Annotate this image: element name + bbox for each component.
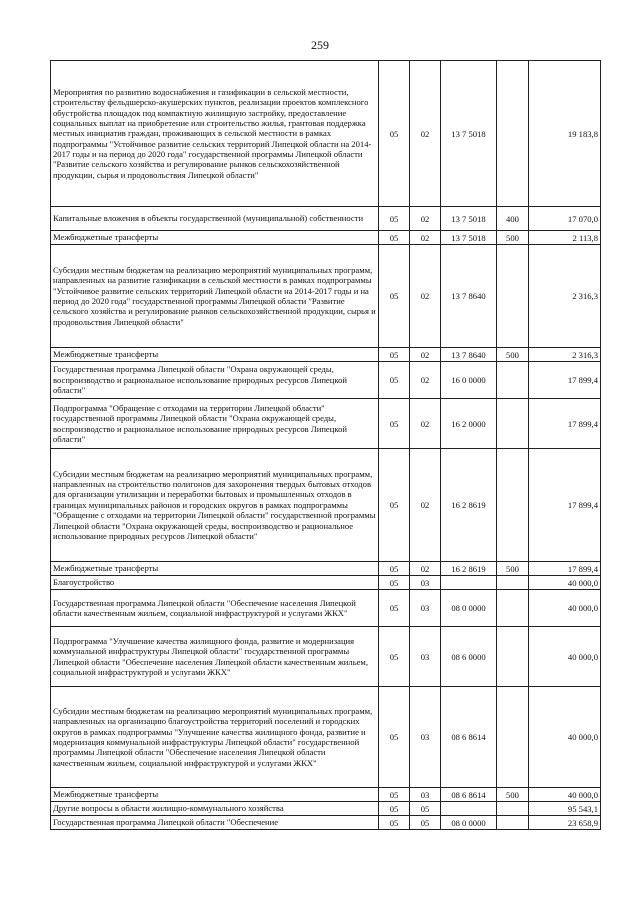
row-section: 05 <box>379 207 410 231</box>
row-expense-type <box>497 802 529 816</box>
row-expense-type <box>497 590 529 627</box>
row-target-code: 16 0 0000 <box>441 362 497 399</box>
row-amount: 2 113,8 <box>529 231 601 245</box>
table-row <box>51 687 601 788</box>
row-section: 05 <box>379 590 410 627</box>
row-target-code: 13 7 5018 <box>441 61 497 207</box>
row-expense-type: 400 <box>497 207 529 231</box>
table-row <box>51 576 601 590</box>
row-subsection: 02 <box>410 562 441 576</box>
row-name: Подпрограмма "Улучшение качества жилищного фонда, развитие и модернизация коммунальной инфраструктуры Липецкой области" государственной программы Липецкой области "Обеспечение населения Липецкой области качественным жильем, социальной инфраструктурой и услугами ЖКХ" <box>51 627 379 687</box>
table-row <box>51 590 601 627</box>
table-row <box>51 627 601 687</box>
table-row <box>51 802 601 816</box>
row-subsection: 03 <box>410 590 441 627</box>
row-subsection: 03 <box>410 687 441 788</box>
row-section: 05 <box>379 802 410 816</box>
row-section: 05 <box>379 449 410 562</box>
row-name: Благоустройство <box>51 576 379 590</box>
row-section: 05 <box>379 362 410 399</box>
table-row <box>51 61 601 207</box>
row-section: 05 <box>379 788 410 802</box>
row-section: 05 <box>379 816 410 830</box>
row-expense-type: 500 <box>497 348 529 362</box>
row-amount: 40 000,0 <box>529 687 601 788</box>
row-amount: 19 183,8 <box>529 61 601 207</box>
row-name: Субсидии местным бюджетам на реализацию мероприятий муниципальных программ, направленных на организацию благоустройства территорий поселений и городских округов в рамках подпрограммы "Улучшение качества жилищного фонда, развитие и модернизация коммунальной инфраструктуры Липецкой области" государственной программы Липецкой области "Обеспечение населения Липецкой области качественным жильем, социальной инфраструктурой и услугами ЖКХ" <box>51 687 379 788</box>
row-amount: 17 899,4 <box>529 362 601 399</box>
page-number: 259 <box>311 38 329 52</box>
row-name: Мероприятия по развитию водоснабжения и газификации в сельской местности, строительству фельдшерско-акушерских пунктов, реализации проектов комплексного обустройства площадок под компактную жилищную застройку, предоставление социальных выплат на приобретение или строительство жилья, грантовая поддержка местных инициатив граждан, проживающих в сельской местности в рамках подпрограммы "Устойчивое развитие сельских территорий Липецкой области на 2014-2017 годы и на период до 2020 года" государственной программы Липецкой области "Развитие сельского хозяйства и регулирование рынков сельскохозяйственной продукции, сырья и продовольствия Липецкой области" <box>51 61 379 207</box>
row-amount: 2 316,3 <box>529 348 601 362</box>
row-name: Государственная программа Липецкой области "Охрана окружающей среды, воспроизводство и рациональное использование природных ресурсов Липецкой области" <box>51 362 379 399</box>
row-amount: 2 316,3 <box>529 245 601 348</box>
row-name: Межбюджетные трансферты <box>51 788 379 802</box>
row-subsection: 03 <box>410 788 441 802</box>
row-target-code: 16 2 8619 <box>441 562 497 576</box>
row-amount: 17 899,4 <box>529 399 601 449</box>
row-subsection: 02 <box>410 449 441 562</box>
row-section: 05 <box>379 61 410 207</box>
row-expense-type <box>497 627 529 687</box>
table-row <box>51 788 601 802</box>
row-expense-type <box>497 245 529 348</box>
row-target-code: 08 6 0000 <box>441 627 497 687</box>
row-section: 05 <box>379 348 410 362</box>
row-target-code: 13 7 8640 <box>441 245 497 348</box>
row-target-code: 16 2 8619 <box>441 449 497 562</box>
row-amount: 40 000,0 <box>529 627 601 687</box>
table-row <box>51 348 601 362</box>
row-amount: 40 000,0 <box>529 590 601 627</box>
row-section: 05 <box>379 627 410 687</box>
row-name: Другие вопросы в области жилищно-коммунального хозяйства <box>51 802 379 816</box>
row-target-code: 13 7 5018 <box>441 231 497 245</box>
row-target-code: 08 6 8614 <box>441 687 497 788</box>
row-section: 05 <box>379 399 410 449</box>
row-amount: 17 899,4 <box>529 562 601 576</box>
row-name: Межбюджетные трансферты <box>51 348 379 362</box>
row-amount: 95 543,1 <box>529 802 601 816</box>
row-subsection: 03 <box>410 627 441 687</box>
row-name: Капитальные вложения в объекты государственной (муниципальной) собственности <box>51 207 379 231</box>
row-name: Подпрограмма "Обращение с отходами на территории Липецкой области" государственной программы Липецкой области "Охрана окружающей среды, воспроизводство и рациональное использование природных ресурсов Липецкой области" <box>51 399 379 449</box>
row-name: Межбюджетные трансферты <box>51 562 379 576</box>
row-section: 05 <box>379 562 410 576</box>
row-amount: 40 000,0 <box>529 788 601 802</box>
row-subsection: 03 <box>410 576 441 590</box>
row-expense-type <box>497 687 529 788</box>
row-subsection: 05 <box>410 802 441 816</box>
row-subsection: 02 <box>410 61 441 207</box>
budget-table <box>50 60 601 830</box>
row-subsection: 02 <box>410 348 441 362</box>
row-name: Государственная программа Липецкой области "Обеспечение населения Липецкой области качественным жильем, социальной инфраструктурой и услугами ЖКХ" <box>51 590 379 627</box>
row-target-code <box>441 802 497 816</box>
row-target-code: 08 6 8614 <box>441 788 497 802</box>
table-row <box>51 399 601 449</box>
table-row <box>51 245 601 348</box>
row-section: 05 <box>379 231 410 245</box>
row-name: Субсидии местным бюджетам на реализацию мероприятий муниципальных программ, направленных на строительство полигонов для захоронения твердых бытовых отходов для организации утилизации и переработки бытовых и промышленных отходов в границах муниципальных районов и городских округов в рамках подпрограммы "Обращение с отходами на территории Липецкой области" государственной программы Липецкой области "Охрана окружающей среды, воспроизводство и рациональное использование природных ресурсов Липецкой области" <box>51 449 379 562</box>
table-row <box>51 362 601 399</box>
row-expense-type <box>497 816 529 830</box>
row-expense-type <box>497 449 529 562</box>
row-section: 05 <box>379 576 410 590</box>
row-target-code: 13 7 5018 <box>441 207 497 231</box>
row-name: Субсидии местным бюджетам на реализацию мероприятий муниципальных программ, направленных на развитие газификации в сельской местности в рамках подпрограммы "Устойчивое развитие сельских территорий Липецкой области на 2014-2017 годы и на период до 2020 года" государственной программы Липецкой области "Развитие сельского хозяйства и регулирование рынков сельскохозяйственной продукции, сырья и продовольствия Липецкой области" <box>51 245 379 348</box>
table-row <box>51 562 601 576</box>
row-target-code: 08 0 0000 <box>441 590 497 627</box>
row-amount: 17 899,4 <box>529 449 601 562</box>
row-target-code: 16 2 0000 <box>441 399 497 449</box>
table-row <box>51 231 601 245</box>
row-amount: 23 658,9 <box>529 816 601 830</box>
row-subsection: 02 <box>410 399 441 449</box>
row-expense-type <box>497 362 529 399</box>
row-subsection: 02 <box>410 231 441 245</box>
table-row <box>51 816 601 830</box>
row-expense-type: 500 <box>497 231 529 245</box>
row-target-code: 08 0 0000 <box>441 816 497 830</box>
row-expense-type <box>497 61 529 207</box>
table-row <box>51 449 601 562</box>
row-target-code <box>441 576 497 590</box>
row-expense-type: 500 <box>497 562 529 576</box>
row-name: Государственная программа Липецкой области "Обеспечение <box>51 816 379 830</box>
row-subsection: 02 <box>410 207 441 231</box>
row-target-code: 13 7 8640 <box>441 348 497 362</box>
row-name: Межбюджетные трансферты <box>51 231 379 245</box>
row-expense-type <box>497 399 529 449</box>
row-expense-type: 500 <box>497 788 529 802</box>
row-subsection: 02 <box>410 245 441 348</box>
row-section: 05 <box>379 245 410 348</box>
row-expense-type <box>497 576 529 590</box>
row-subsection: 05 <box>410 816 441 830</box>
row-amount: 40 000,0 <box>529 576 601 590</box>
row-subsection: 02 <box>410 362 441 399</box>
row-section: 05 <box>379 687 410 788</box>
table-row <box>51 207 601 231</box>
row-amount: 17 070,0 <box>529 207 601 231</box>
